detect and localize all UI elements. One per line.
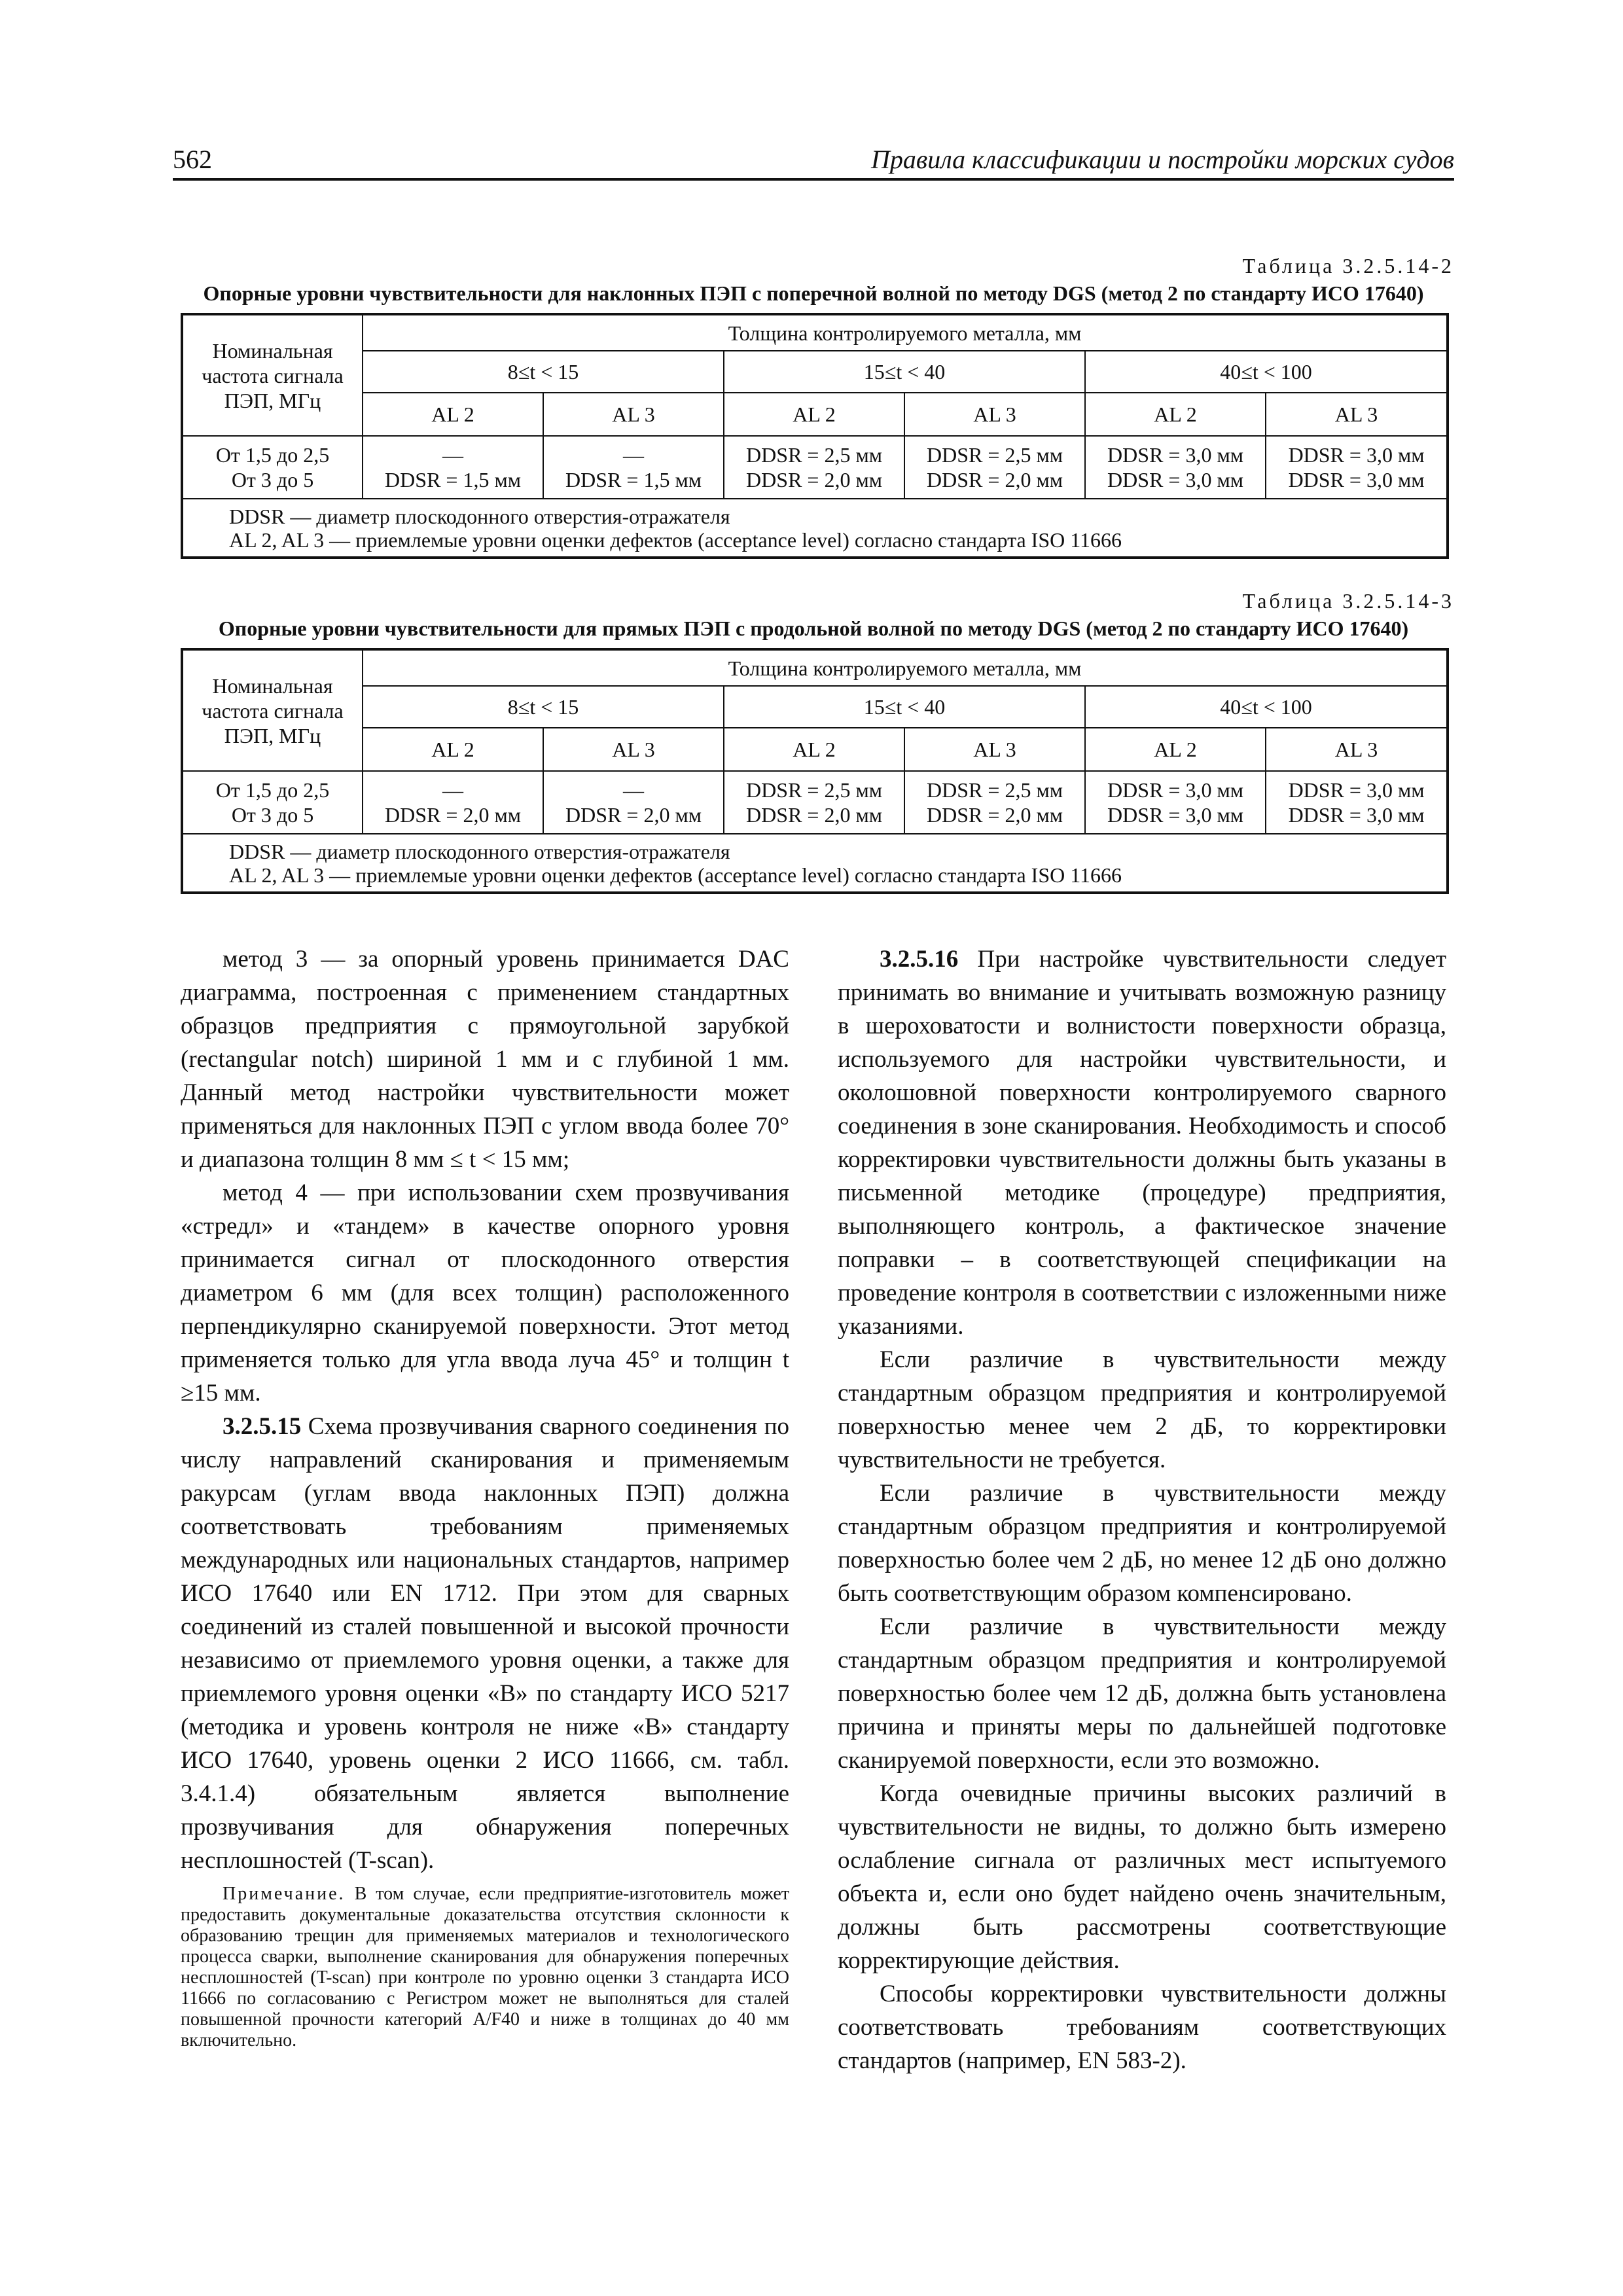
table-note: AL 2, AL 3 — приемлемые уровни оценки дефектов (acceptance level) согласно стандарта ISO 11666 (229, 863, 1122, 887)
acceptance-level: AL 2 (1085, 393, 1266, 436)
table-number: Таблица 3.2.5.14-2 (1242, 254, 1454, 278)
row-label: От 1,5 до 2,5 (215, 778, 330, 802)
table-cell: — DDSR = 2,0 мм (543, 771, 724, 834)
thickness-range: 40≤t < 100 (1085, 351, 1448, 393)
right-column (838, 942, 1446, 2077)
table-title: Опорные уровни чувствительности для прямых ПЭП с продольной волной по методу DGS (метод 2 по стандарту ИСО 17640) (218, 617, 1409, 640)
paragraph: метод 4 — при использовании схем прозвучивания «стредл» и «тандем» в качестве опорного уровня принимается сигнал от плоскодонного отверстия диаметром 6 мм (для всех толщин) расположенного перпендикулярно сканируемой поверхности. Этот метод применяется только для угла ввода луча 45° и толщин t ≥15 мм. (181, 1179, 789, 1407)
table-notes (182, 499, 1448, 558)
header-rule (173, 178, 1454, 181)
table-number: Таблица 3.2.5.14-3 (1242, 589, 1454, 613)
acceptance-level: AL 3 (904, 393, 1085, 436)
acceptance-level: AL 2 (724, 393, 904, 436)
thickness-range: 8≤t < 15 (363, 351, 724, 393)
page-number: 562 (173, 145, 212, 174)
note-label: Примечание. (223, 1884, 346, 1904)
frequency-header: Номинальная частота сигнала ПЭП, МГц (182, 649, 363, 771)
thickness-header: Толщина контролируемого металла, мм (363, 314, 1448, 351)
frequency-header: Номинальная частота сигнала ПЭП, МГц (182, 314, 363, 436)
table-cell: DDSR = 3,0 мм DDSR = 3,0 мм (1085, 771, 1266, 834)
section-number: 3.2.5.16 (880, 946, 959, 973)
table-cell: — DDSR = 1,5 мм (363, 436, 543, 499)
paragraph-text: При настройке чувствительности следует принимать во внимание и учитывать возможную разницу в шероховатости и волнистости поверхности образца, используемого для настройки чувствительности, и околошовной поверхности контролируемого сварного соединения в зоне сканирования. Необходимость и способ корректировки чувствительности должны быть указаны в письменной методике (процедуре) предприятия, выполняющего контроль, а фактическое значение поправки – в соответствующей спецификации на проведение контроля в соответствии с изложенными ниже указаниями. (838, 946, 1446, 1340)
paragraph (838, 942, 1446, 1343)
thickness-range: 8≤t < 15 (363, 686, 724, 728)
paragraph (181, 1410, 789, 1877)
table-note: AL 2, AL 3 — приемлемые уровни оценки дефектов (acceptance level) согласно стандарта ISO 11666 (229, 528, 1122, 552)
acceptance-level: AL 3 (543, 728, 724, 771)
note-text: В том случае, если предприятие-изготовитель может предоставить документальные доказательства отсутствия склонности к образованию трещин для применяемых материалов и технологического процесса сварки, выполнение сканирования для обнаружения поперечных несплошностей (T-scan) при контроле по уровню оценки 3 стандарта ИСО 11666 по согласованию с Регистром может не выполняться для сталей повышенной прочности категорий A/F40 и ниже в толщинах до 40 мм включительно. (181, 1884, 789, 2051)
paragraph-text: Схема прозвучивания сварного соединения по числу направлений сканирования и применяемым ракурсам (углам ввода наклонных ПЭП) должна соответствовать требованиям применяемых международных или национальных стандартов, например ИСО 17640 или EN 1712. При этом для сварных соединений из сталей повышенной и высокой прочности независимо от приемлемого уровня оценки, а также для приемлемого уровня оценки «В» по стандарту ИСО 5217 (методика и уровень контроля не ниже «В» стандарту ИСО 17640, уровень оценки 2 ИСО 11666, см. табл. 3.4.1.4) обязательным является выполнение прозвучивания для обнаружения поперечных несплошностей (T-scan). (181, 1413, 789, 1874)
left-column (181, 942, 789, 2051)
paragraph: Если различие в чувствительности между стандартным образцом предприятия и контролируемой поверхностью менее чем 2 дБ, то корректировки чувствительности не требуется. (838, 1346, 1446, 1473)
thickness-range: 15≤t < 40 (724, 686, 1085, 728)
acceptance-level: AL 2 (724, 728, 904, 771)
acceptance-level: AL 2 (363, 728, 543, 771)
thickness-header: Толщина контролируемого металла, мм (363, 649, 1448, 686)
table-cell: DDSR = 2,5 мм DDSR = 2,0 мм (904, 436, 1085, 499)
paragraph: Способы корректировки чувствительности должны соответствовать требованиям соответствующих стандартов (например, EN 583-2). (838, 1981, 1446, 2074)
frequency-rows (182, 436, 363, 499)
paragraph: метод 3 — за опорный уровень принимается DAC диаграмма, построенная с применением стандартных образцов предприятия с прямоугольной зарубкой (rectangular notch) шириной 1 мм и с глубиной 1 мм. Данный метод настройки чувствительности может применяться для наклонных ПЭП с углом ввода более 70° и диапазона толщин 8 мм ≤ t < 15 мм; (181, 946, 789, 1173)
row-label: От 3 до 5 (231, 468, 314, 492)
table-cell: DDSR = 3,0 мм DDSR = 3,0 мм (1266, 771, 1448, 834)
table-note: DDSR — диаметр плоскодонного отверстия-отражателя (229, 839, 730, 863)
table-cell: DDSR = 2,5 мм DDSR = 2,0 мм (724, 436, 904, 499)
table-title: Опорные уровни чувствительности для наклонных ПЭП с поперечной волной по методу DGS (метод 2 по стандарту ИСО 17640) (203, 281, 1424, 305)
acceptance-level: AL 3 (543, 393, 724, 436)
thickness-range: 15≤t < 40 (724, 351, 1085, 393)
table-cell: DDSR = 3,0 мм DDSR = 3,0 мм (1085, 436, 1266, 499)
row-label: От 1,5 до 2,5 (215, 443, 330, 467)
acceptance-level: AL 2 (363, 393, 543, 436)
table-cell: — DDSR = 2,0 мм (363, 771, 543, 834)
table-cell: DDSR = 3,0 мм DDSR = 3,0 мм (1266, 436, 1448, 499)
frequency-rows (182, 771, 363, 834)
acceptance-level: AL 3 (1266, 393, 1448, 436)
paragraph: Если различие в чувствительности между стандартным образцом предприятия и контролируемой поверхностью более чем 12 дБ, должна быть установлена причина и приняты меры по дальнейшей подготовке сканируемой поверхности, если это возможно. (838, 1613, 1446, 1774)
table-notes (182, 834, 1448, 893)
table-cell: DDSR = 2,5 мм DDSR = 2,0 мм (904, 771, 1085, 834)
paragraph: Когда очевидные причины высоких различий в чувствительности не видны, то должно быть измерено ослабление сигнала от различных мест испытуемого объекта и, если оно будет найдено очень значительным, должны быть рассмотрены соответствующие корректирующие действия. (838, 1780, 1446, 1974)
acceptance-level: AL 2 (1085, 728, 1266, 771)
table-note: DDSR — диаметр плоскодонного отверстия-отражателя (229, 504, 730, 528)
table-cell: — DDSR = 1,5 мм (543, 436, 724, 499)
sensitivity-table (181, 648, 1449, 894)
table-cell: DDSR = 2,5 мм DDSR = 2,0 мм (724, 771, 904, 834)
row-label: От 3 до 5 (231, 803, 314, 827)
acceptance-level: AL 3 (1266, 728, 1448, 771)
thickness-range: 40≤t < 100 (1085, 686, 1448, 728)
paragraph: Если различие в чувствительности между стандартным образцом предприятия и контролируемой поверхностью более чем 2 дБ, но менее 12 дБ оно должно быть соответствующим образом компенсировано. (838, 1480, 1446, 1607)
section-number: 3.2.5.15 (223, 1413, 302, 1440)
note-paragraph (181, 1884, 789, 2051)
sensitivity-table (181, 313, 1449, 559)
running-title: Правила классификации и постройки морских судов (870, 145, 1454, 174)
acceptance-level: AL 3 (904, 728, 1085, 771)
